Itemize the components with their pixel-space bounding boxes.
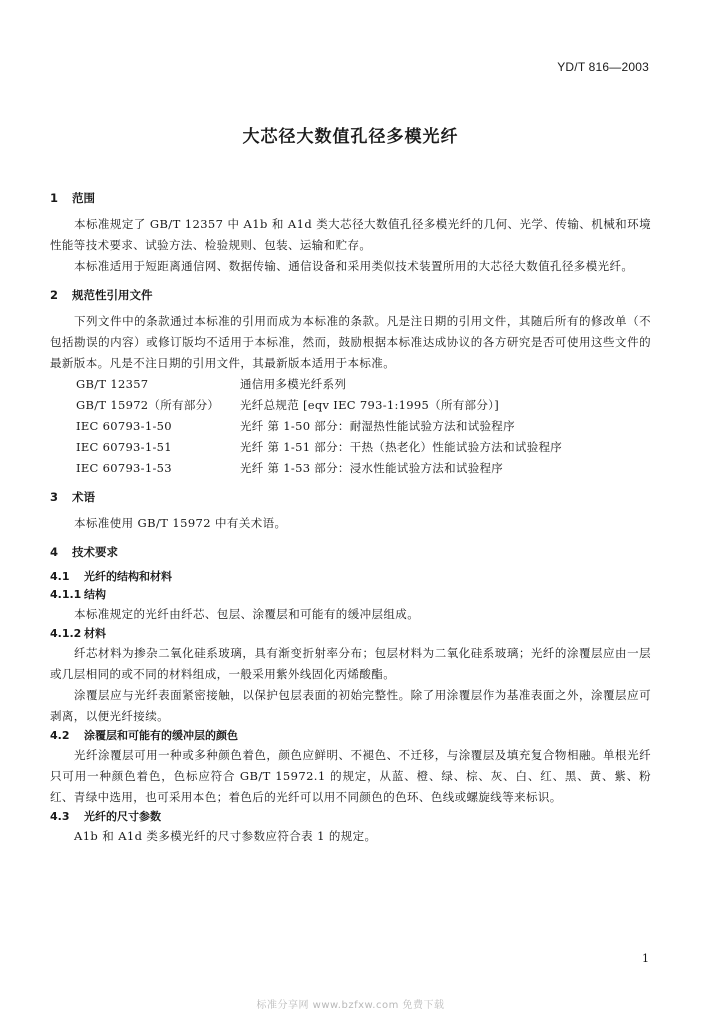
subsection-title: 光纤的尺寸参数 xyxy=(84,810,161,823)
section-number: 1 xyxy=(50,191,59,205)
reference-code: GB/T 15972（所有部分） xyxy=(76,398,220,412)
watermark-text: 标准分享网 www.bzfxw.com 免费下载 xyxy=(256,1000,445,1011)
subsection-number: 4.1.1 xyxy=(50,588,82,601)
paragraph: 涂覆层应与光纤表面紧密接触，以保护包层表面的初始完整性。除了用涂覆层作为基准表面之外，涂覆层应可剥离，以便光纤接续。 xyxy=(50,688,651,723)
document-title: 大芯径大数值孔径多模光纤 xyxy=(242,127,459,147)
subsection-number: 4.3 xyxy=(50,810,70,823)
standard-code: YD/T 816—2003 xyxy=(557,60,649,74)
subsection-heading-4-1 xyxy=(50,568,651,586)
paragraph: 本标准使用 GB/T 15972 中有关术语。 xyxy=(74,516,287,530)
paragraph: A1b 和 A1d 类多模光纤的尺寸参数应符合表 1 的规定。 xyxy=(74,829,377,843)
subsection-number: 4.2 xyxy=(50,729,70,742)
reference-title: 光纤 第 1-51 部分：干热（热老化）性能试验方法和试验程序 xyxy=(240,440,563,454)
reference-code: IEC 60793-1-53 xyxy=(76,461,172,475)
section-heading-2 xyxy=(50,285,651,305)
subsection-number: 4.1.2 xyxy=(50,627,82,640)
subsection-title: 涂覆层和可能有的缓冲层的颜色 xyxy=(84,729,238,742)
reference-title: 光纤 第 1-53 部分：浸水性能试验方法和试验程序 xyxy=(240,461,504,475)
section-title: 术语 xyxy=(72,490,95,504)
section-number: 3 xyxy=(50,490,59,504)
reference-item xyxy=(76,458,651,479)
section-number: 2 xyxy=(50,288,59,302)
reference-code: IEC 60793-1-50 xyxy=(76,419,172,433)
section-heading-3 xyxy=(50,487,651,507)
paragraph: 本标准规定的光纤由纤芯、包层、涂覆层和可能有的缓冲层组成。 xyxy=(74,607,420,621)
section-title: 技术要求 xyxy=(72,545,118,559)
subsection-title: 光纤的结构和材料 xyxy=(84,570,172,583)
reference-item xyxy=(76,374,651,395)
subsection-title: 材料 xyxy=(84,627,106,640)
reference-code: IEC 60793-1-51 xyxy=(76,440,172,454)
reference-title: 光纤 第 1-50 部分：耐湿热性能试验方法和试验程序 xyxy=(240,419,515,433)
section-heading-1 xyxy=(50,188,651,208)
paragraph: 下列文件中的条款通过本标准的引用而成为本标准的条款。凡是注日期的引用文件，其随后所有的修改单（不包括勘误的内容）或修订版均不适用于本标准，然而，鼓励根据本标准达成协议的各方研究是否可使用这些文件的最新版本。凡是不注日期的引用文件，其最新版本适用于本标准。 xyxy=(50,314,651,370)
subsection-heading-4-3 xyxy=(50,808,651,826)
reference-title: 通信用多模光纤系列 xyxy=(240,377,347,391)
reference-title: 光纤总规范 [eqv IEC 793-1:1995（所有部分）] xyxy=(240,398,499,412)
paragraph: 本标准适用于短距离通信网、数据传输、通信设备和采用类似技术装置所用的大芯径大数值孔径多模光纤。 xyxy=(74,259,634,273)
page-number: 1 xyxy=(642,952,649,965)
section-title: 范围 xyxy=(72,191,95,205)
paragraph: 本标准规定了 GB/T 12357 中 A1b 和 A1d 类大芯径大数值孔径多模光纤的几何、光学、传输、机械和环境性能等技术要求、试验方法、检验规则、包装、运输和贮存。 xyxy=(50,217,651,252)
subsection-heading-4-1-2 xyxy=(50,625,651,643)
subsection-heading-4-2 xyxy=(50,727,651,745)
paragraph: 光纤涂覆层可用一种或多种颜色着色，颜色应鲜明、不褪色、不迁移，与涂覆层及填充复合物相融。单根光纤只可用一种颜色着色，色标应符合 GB/T 15972.1 的规定，从蓝、橙、绿、棕、灰、白、红、黑、黄、紫、粉红、青绿中选用，也可采用本色；着色后的光纤可以用不同颜色的色环、色线或螺旋线等来标识。 xyxy=(50,748,651,804)
reference-item xyxy=(76,395,651,416)
reference-code: GB/T 12357 xyxy=(76,377,149,391)
section-title: 规范性引用文件 xyxy=(72,288,153,302)
subsection-title: 结构 xyxy=(84,588,106,601)
reference-list xyxy=(76,374,651,479)
reference-item xyxy=(76,437,651,458)
paragraph: 纤芯材料为掺杂二氧化硅系玻璃，具有渐变折射率分布；包层材料为二氧化硅系玻璃；光纤的涂覆层应由一层或几层相同的或不同的材料组成，一般采用紫外线固化丙烯酸酯。 xyxy=(50,646,651,681)
document-body xyxy=(50,188,651,847)
section-heading-4 xyxy=(50,542,651,562)
subsection-heading-4-1-1 xyxy=(50,586,651,604)
subsection-number: 4.1 xyxy=(50,570,70,583)
reference-item xyxy=(76,416,651,437)
section-number: 4 xyxy=(50,545,59,559)
